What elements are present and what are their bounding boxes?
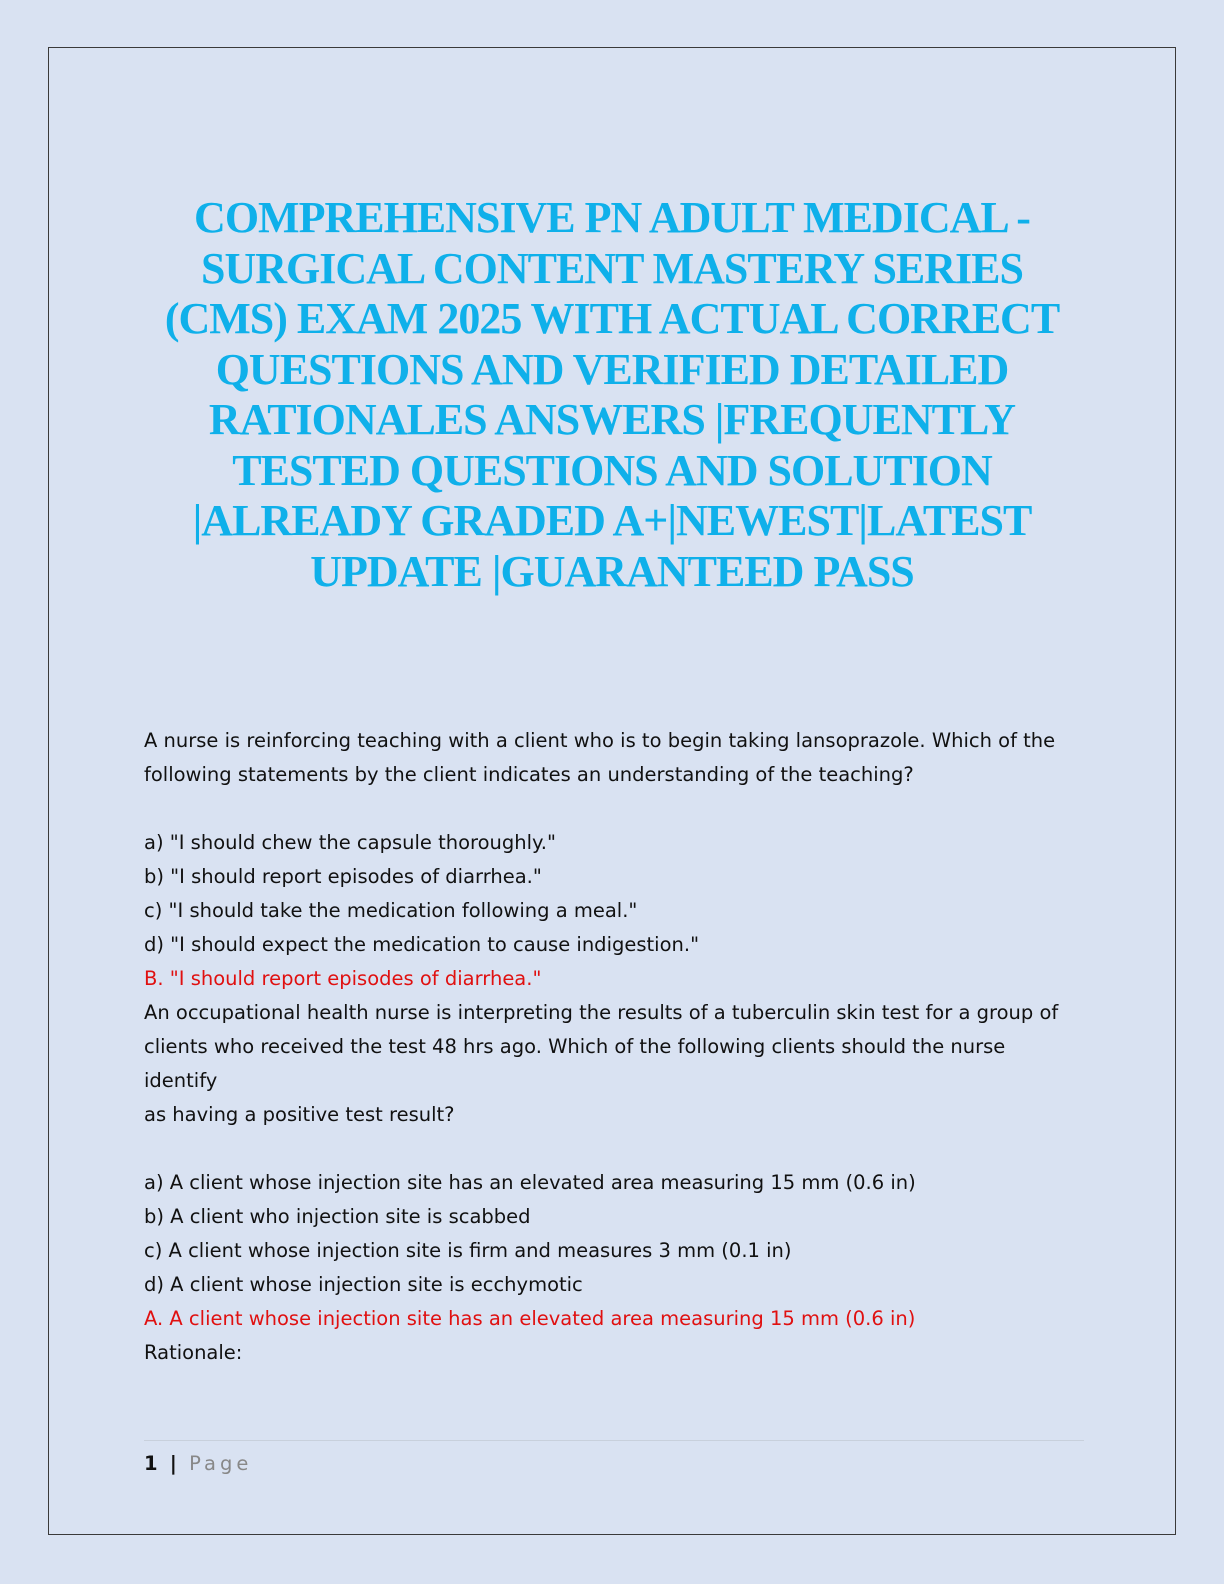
question-2-option-b: b) A client who injection site is scabbed xyxy=(144,1205,531,1228)
question-1-option-c: c) "I should take the medication following a meal." xyxy=(144,899,638,922)
question-1-answer: B. "I should report episodes of diarrhea." xyxy=(144,967,542,990)
footer-divider xyxy=(144,1440,1084,1441)
question-2-option-a: a) A client whose injection site has an elevated area measuring 15 mm (0.6 in) xyxy=(144,1171,916,1194)
document-title: COMPREHENSIVE PN ADULT MEDICAL - SURGICAL CONTENT MASTERY SERIES (CMS) EXAM 2025 WITH ACTUAL CORRECT QUESTIONS AND VERIFIED DETAILED RATIONALES ANSWERS |FREQUENTLY TESTED QUESTIONS AND SOLUTION |ALREADY GRADED A+|NEWEST|LATEST UPDATE |GUARANTEED PASS xyxy=(164,193,1060,596)
question-2-answer: A. A client whose injection site has an elevated area measuring 15 mm (0.6 in) xyxy=(144,1307,916,1330)
question-2-options xyxy=(144,1166,1084,1302)
page-label: Page xyxy=(189,1452,253,1475)
document-body xyxy=(144,724,1084,1370)
page-number: 1 xyxy=(144,1452,158,1475)
question-1-options xyxy=(144,826,1084,962)
question-1-option-b: b) "I should report episodes of diarrhea." xyxy=(144,865,542,888)
question-1-text: A nurse is reinforcing teaching with a client who is to begin taking lansoprazole. Which of the following statements by the client indicates an understanding of the teaching? xyxy=(144,729,1056,786)
question-2-option-c: c) A client whose injection site is firm and measures 3 mm (0.1 in) xyxy=(144,1239,792,1262)
question-2-option-d: d) A client whose injection site is ecchymotic xyxy=(144,1273,583,1296)
footer-separator: | xyxy=(169,1452,177,1475)
question-1-option-d: d) "I should expect the medication to cause indigestion." xyxy=(144,933,700,956)
page-footer xyxy=(144,1452,252,1475)
question-2-text: An occupational health nurse is interpreting the results of a tuberculin skin test for a group of clients who received the test 48 hrs ago. Which of the following clients should the nurse identify as having a positive test result? xyxy=(144,1001,1059,1126)
question-1-option-a: a) "I should chew the capsule thoroughly." xyxy=(144,831,556,854)
rationale-label: Rationale: xyxy=(144,1341,243,1364)
